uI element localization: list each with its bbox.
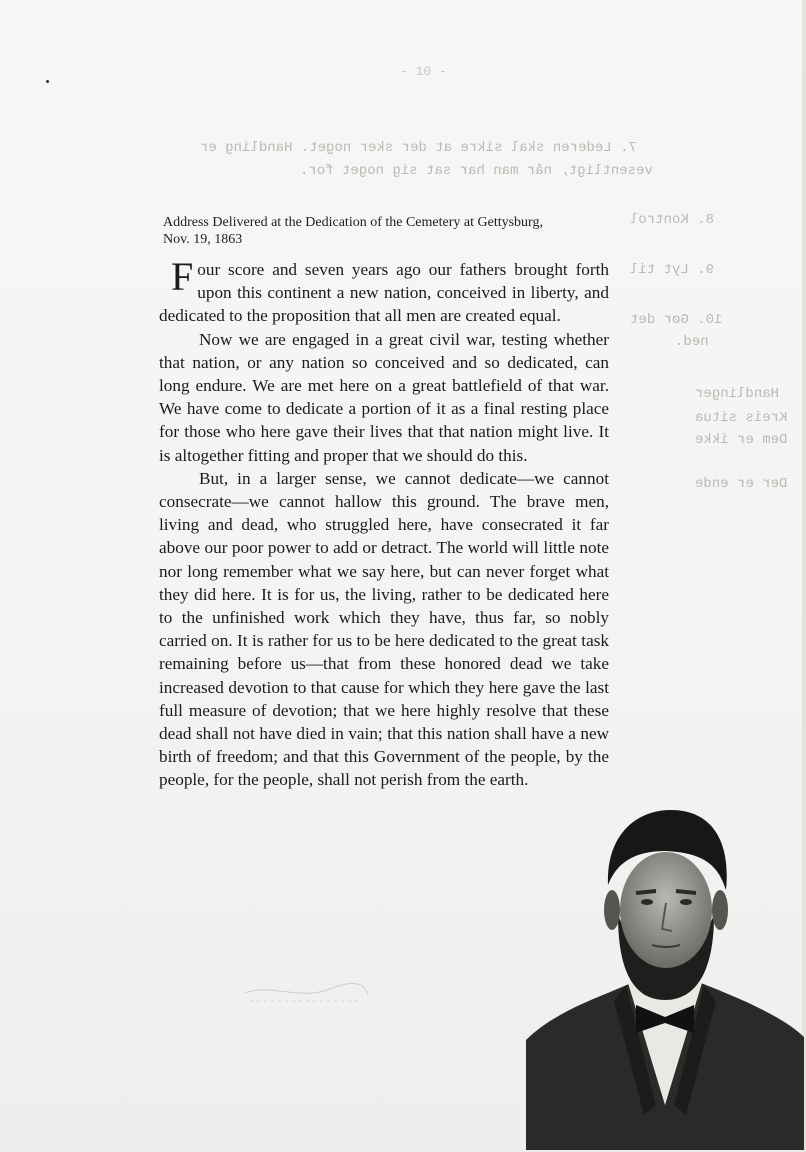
bleed-line: Der er ende bbox=[695, 476, 788, 492]
address-caption bbox=[163, 214, 623, 248]
bleed-line: Handlinger bbox=[695, 386, 780, 402]
lincoln-portrait bbox=[526, 805, 804, 1150]
bleed-line: 10. Gør det bbox=[630, 312, 723, 328]
caption-title: Address Delivered at the Dedication of the Cemetery at Gettysburg, bbox=[163, 215, 543, 230]
bleed-line: Kreis situa bbox=[695, 410, 788, 426]
paragraph-1 bbox=[159, 254, 609, 328]
bleed-line: Dem er ikke bbox=[695, 432, 788, 448]
paragraph-2: Now we are engaged in a great civil war, testing whether that nation, or any nation so conceived and so dedicated, can long endure. We are met here on a great battlefield of that war. We have come to dedicate a portion of it as a final resting place for those who here gave their lives that that nation might live. It is altogether fitting and proper that we should do this. bbox=[159, 329, 609, 465]
bleed-line: 8. Kontrol bbox=[630, 212, 715, 228]
drop-cap: F bbox=[171, 254, 194, 299]
bleed-line: ned. bbox=[675, 334, 709, 350]
caption-date: Nov. 19, 1863 bbox=[163, 232, 243, 247]
bleed-line: 9. Lyt til bbox=[630, 262, 715, 278]
bleed-line: 7. Lederen skal sikre at der sker noget. Handling er bbox=[200, 140, 637, 156]
bleed-line: vesentligt, når man har sat sig noget for. bbox=[300, 163, 653, 179]
dust-speck bbox=[46, 80, 49, 83]
faint-scribble bbox=[240, 975, 370, 1005]
gettysburg-address-text bbox=[159, 254, 609, 792]
page-number: - 10 - bbox=[400, 64, 447, 79]
paragraph-3: But, in a larger sense, we cannot dedicate—we cannot consecrate—we cannot hallow this ground. The brave men, living and dead, who struggled here, have consecrated it far above our poor power to add or detract. The world will little note nor long remember what we say here, but can never forget what they did here. It is for us, the living, rather to be dedicated here to the unfinished work which they have, thus far, so nobly carried on. It is rather for us to be here dedicated to the great task remaining before us—that from these honored dead we take increased devotion to that cause for which they here gave the last full measure of devotion; that we here highly resolve that these dead shall not have died in vain; that this nation shall have a new birth of freedom; and that this Government of the people, by the people, for the people, shall not perish from the earth. bbox=[159, 468, 609, 790]
paragraph-1-text: our score and seven years ago our fathers brought forth upon this continent a new nation, conceived in liberty, and dedicated to the proposition that all men are created equal. bbox=[159, 260, 609, 326]
